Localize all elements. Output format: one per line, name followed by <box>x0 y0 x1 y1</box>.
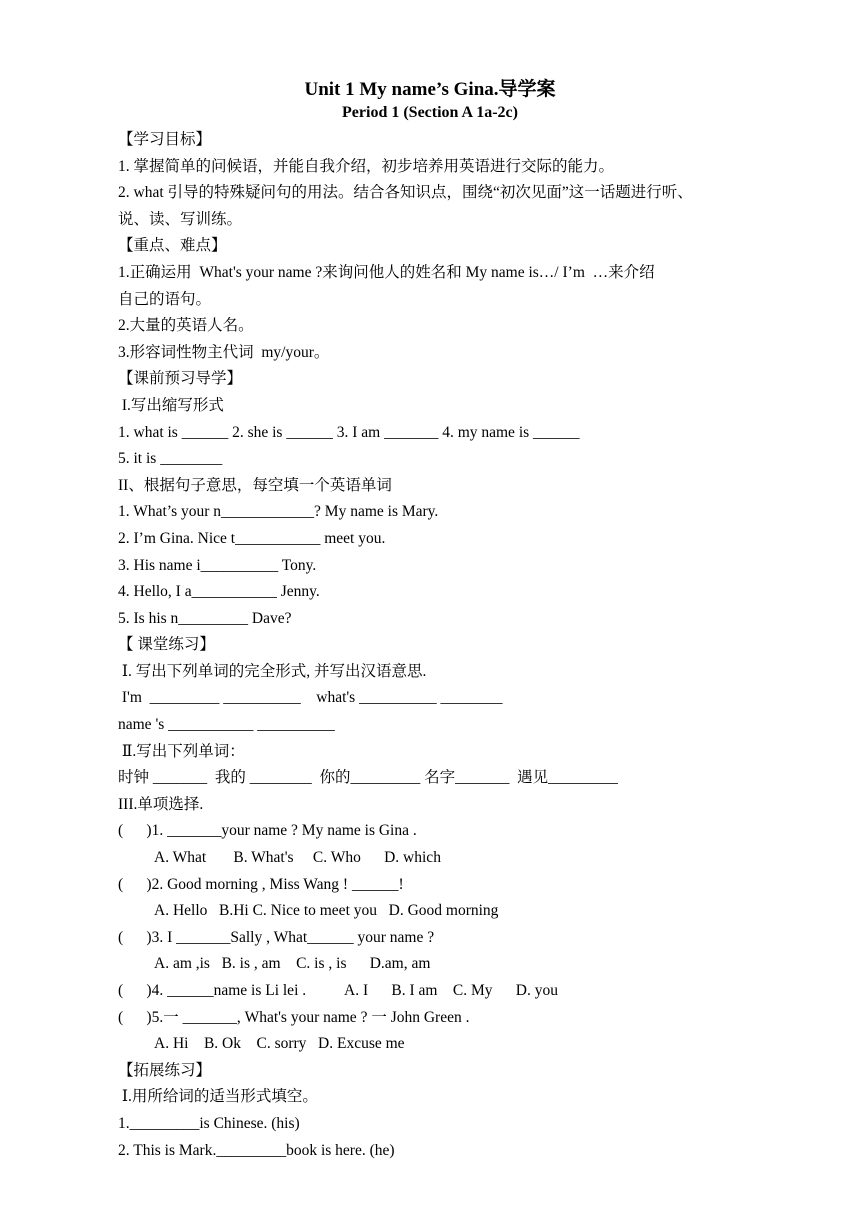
text-line: 1. 掌握简单的问候语，并能自我介绍，初步培养用英语进行交际的能力。 <box>118 157 615 175</box>
question-line: ( )2. Good morning , Miss Wang ! ______! <box>118 875 404 893</box>
document-title: Unit 1 My name’s Gina.导学案 <box>304 79 556 100</box>
question-line: ( )4. ______name is Li lei . A. I B. I am C. My D. you <box>118 982 558 999</box>
options-line: A. Hi B. Ok C. sorry D. Excuse me <box>154 1035 405 1053</box>
options-line: A. Hello B.Hi C. Nice to meet you D. Good morning <box>154 902 499 920</box>
exercise-line: 5. it is ________ <box>118 450 223 468</box>
exercise-heading: I.写出缩写形式 <box>118 396 224 414</box>
document-subtitle: Period 1 (Section A 1a-2c) <box>342 104 518 121</box>
section-heading: 【学习目标】 <box>118 131 212 148</box>
exercise-line: 2. This is Mark._________book is here. (he) <box>118 1141 395 1159</box>
exercise-line: 2. I’m Gina. Nice t___________ meet you. <box>118 529 386 547</box>
exercise-line: 1._________is Chinese. (his) <box>118 1114 300 1132</box>
exercise-line: 时钟 _______ 我的 ________ 你的_________ 名字_______ 遇见_________ <box>118 769 618 787</box>
exercise-heading: Ⅰ.用所给词的适当形式填空。 <box>118 1088 318 1106</box>
exercise-heading: III.单项选择. <box>118 795 204 813</box>
exercise-line: 5. Is his n_________ Dave? <box>118 609 292 627</box>
text-line: 说、读、写训练。 <box>118 210 243 228</box>
exercise-line: 3. His name i__________ Tony. <box>118 556 317 574</box>
section-heading: 【课前预习导学】 <box>118 370 243 388</box>
exercise-line: I'm _________ __________ what's __________ ________ <box>118 689 503 707</box>
options-line: A. am ,is B. is , am C. is , is D.am, am <box>154 955 431 973</box>
exercise-heading: II、根据句子意思，每空填一个英语单词 <box>118 476 392 494</box>
exercise-line: 4. Hello, I a___________ Jenny. <box>118 583 320 601</box>
section-heading: 【 课堂练习】 <box>118 636 215 654</box>
exercise-line: name 's ___________ __________ <box>118 716 335 734</box>
options-line: A. What B. What's C. Who D. which <box>154 849 441 867</box>
text-line: 2.大量的英语人名。 <box>118 317 254 335</box>
text-line: 2. what 引导的特殊疑问句的用法。结合各知识点，围绕“初次见面”这一话题进行听、 <box>118 184 693 202</box>
exercise-line: 1. What’s your n____________? My name is Mary. <box>118 503 439 521</box>
exercise-line: 1. what is ______ 2. she is ______ 3. I am _______ 4. my name is ______ <box>118 423 580 441</box>
section-heading: 【拓展练习】 <box>118 1061 212 1079</box>
question-line: ( )1. _______your name ? My name is Gina . <box>118 822 417 840</box>
text-line: 自己的语句。 <box>118 290 212 308</box>
section-heading: 【重点、难点】 <box>118 237 227 255</box>
text-line: 1.正确运用 What's your name ?来询问他人的姓名和 My name is…/ I’m …来介绍 <box>118 263 655 281</box>
exercise-heading: Ⅰ. 写出下列单词的完全形式, 并写出汉语意思. <box>118 662 427 680</box>
document-body <box>118 127 758 1164</box>
text-line: 3.形容词性物主代词 my/your。 <box>118 343 330 361</box>
exercise-heading: Ⅱ.写出下列单词： <box>118 742 245 760</box>
question-line: ( )5.一 _______, What's your name ? 一 John Green . <box>118 1008 470 1026</box>
question-line: ( )3. I _______Sally , What______ your name ? <box>118 928 435 946</box>
